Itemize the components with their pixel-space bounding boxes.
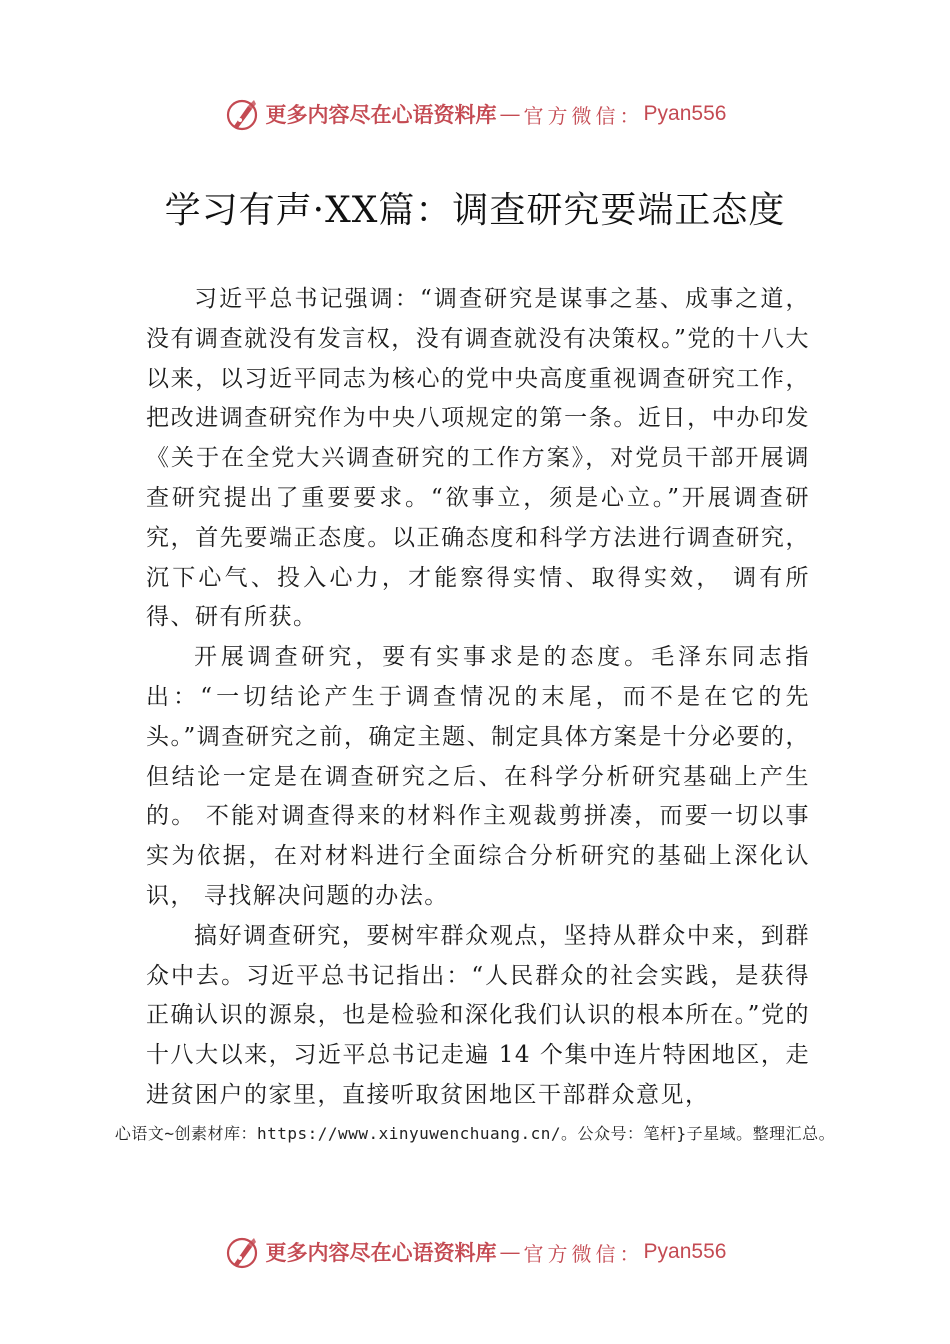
source-note: 心语文~创素材库：https://www.xinyuwenchuang.cn/。公众号：笔杆}子星域。整理汇总。 [114, 1124, 836, 1143]
footer-wechat-label: 官方微信： [523, 1241, 644, 1266]
paragraph-2: 开展调查研究，要有实事求是的态度。毛泽东同志指出：“一切结论产生于调查情况的末尾，而不是在它的先头。”调查研究之前，确定主题、制定具体方案是十分必要的，但结论一定是在调查研究之后、在科学分析研究基础上产生的。 不能对调查得来的材料作主观裁剪拼凑，而要一切以事实为依据，在对材料进行全面综合分析研究的基础上深化认识， 寻找解决问题的办法。 [146, 644, 810, 909]
pen-nib-logo-icon [224, 96, 260, 132]
footer-banner [0, 1230, 950, 1274]
article-body [146, 280, 810, 1116]
article-title: 学习有声·XX篇：调查研究要端正态度 [164, 190, 786, 231]
banner-separator: — [499, 102, 521, 126]
header-banner [0, 92, 950, 136]
footer-wechat-id: Pyan556 [643, 1240, 727, 1263]
banner-wechat-id: Pyan556 [643, 102, 727, 125]
banner-wechat-label: 官方微信： [523, 103, 644, 128]
banner-brand-text: 更多内容尽在心语资料库 [265, 102, 497, 127]
paragraph-3: 搞好调查研究，要树牢群众观点，坚持从群众中来，到群众中去。习近平总书记指出：“人民群众的社会实践，是获得正确认识的源泉，也是检验和深化我们认识的根本所在。”党的十八大以来，习近平总书记走遍 14 个集中连片特困地区，走进贫困户的家里，直接听取贫困地区干部群众意见， [146, 922, 810, 1108]
pen-nib-logo-icon [224, 1234, 260, 1270]
footer-brand-text: 更多内容尽在心语资料库 [265, 1240, 497, 1265]
paragraph-1: 习近平总书记强调：“调查研究是谋事之基、成事之道，没有调查就没有发言权，没有调查就没有决策权。”党的十八大以来，以习近平同志为核心的党中央高度重视调查研究工作，把改进调查研究作为中央八项规定的第一条。近日，中办印发《关于在全党大兴调查研究的工作方案》，对党员干部开展调查研究提出了重要要求。“欲事立，须是心立。”开展调查研究，首先要端正态度。以正确态度和科学方法进行调查研究，沉下心气、投入心力，才能察得实情、取得实效， 调有所得、研有所获。 [146, 286, 810, 631]
footer-separator: — [499, 1240, 521, 1264]
